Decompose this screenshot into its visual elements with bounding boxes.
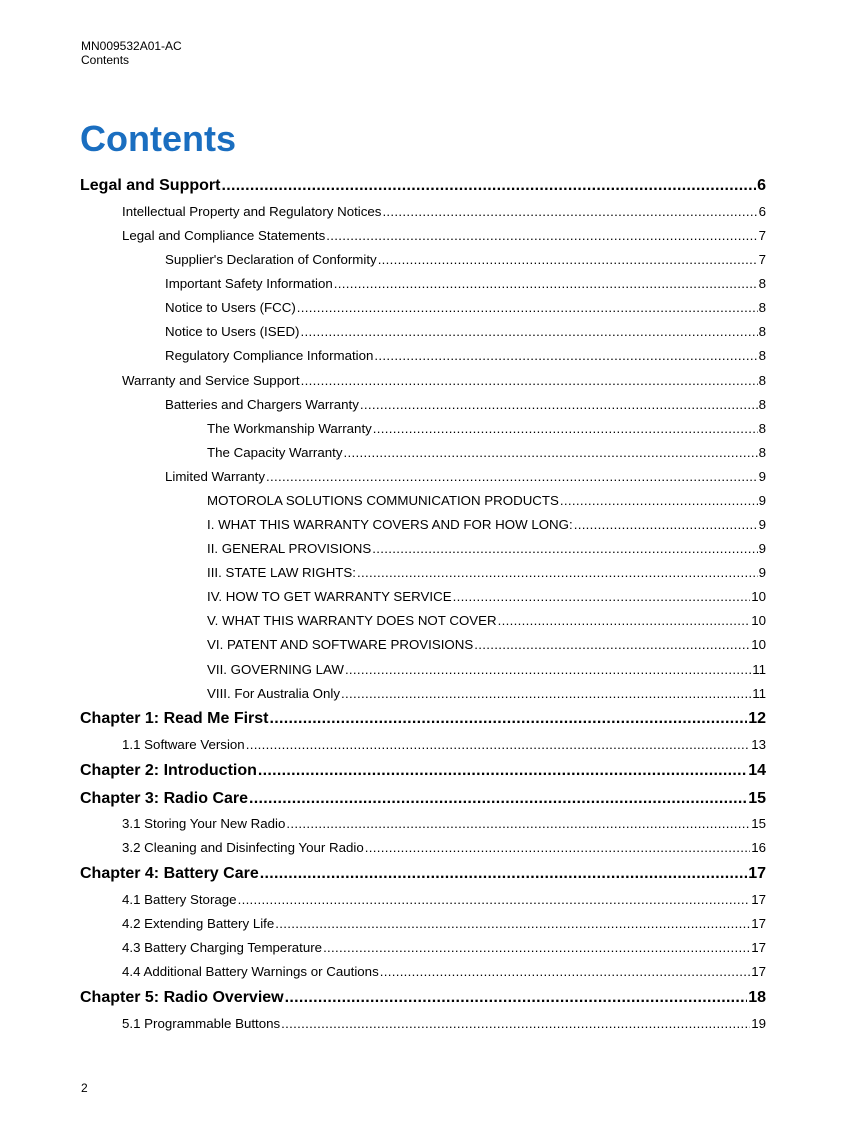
toc-entry-title: Warranty and Service Support [122, 373, 300, 388]
toc-entry-page: 17 [751, 916, 766, 931]
toc-entry[interactable] [122, 373, 766, 389]
toc-entry-title: Legal and Support [80, 177, 221, 194]
toc-entry-page: 15 [751, 816, 766, 831]
toc-entry[interactable] [165, 276, 766, 292]
dot-leader [382, 204, 757, 220]
dot-leader [266, 469, 758, 485]
toc-entry[interactable] [80, 761, 766, 781]
toc-entry[interactable] [207, 589, 766, 605]
dot-leader [246, 737, 751, 753]
dot-leader [341, 686, 751, 702]
toc-entry-title: Intellectual Property and Regulatory Notices [122, 204, 382, 219]
toc-entry[interactable] [207, 421, 766, 437]
toc-entry[interactable] [207, 517, 766, 533]
toc-entry-title: I. WHAT THIS WARRANTY COVERS AND FOR HOW LONG: [207, 517, 573, 532]
dot-leader [365, 840, 750, 856]
toc-entry-title: Limited Warranty [165, 469, 265, 484]
toc-entry-title: VII. GOVERNING LAW [207, 662, 344, 677]
toc-entry-title: 4.2 Extending Battery Life [122, 916, 275, 931]
toc-entry-title: 4.4 Additional Battery Warnings or Cautions [122, 964, 379, 979]
dot-leader [297, 300, 758, 316]
toc-entry-title: Legal and Compliance Statements [122, 228, 326, 243]
toc-entry-page: 17 [751, 892, 766, 907]
toc-entry[interactable] [80, 709, 766, 729]
toc-entry-page: 19 [751, 1016, 766, 1031]
toc-entry[interactable] [207, 637, 766, 653]
toc-entry[interactable] [207, 565, 766, 581]
document-number: MN009532A01-AC [81, 39, 182, 53]
toc-entry[interactable] [165, 300, 766, 316]
toc-entry-title: 1.1 Software Version [122, 737, 245, 752]
toc-entry[interactable] [122, 916, 766, 932]
toc-entry-title: Batteries and Chargers Warranty [165, 397, 359, 412]
toc-entry-page: 7 [758, 228, 766, 243]
dot-leader [378, 252, 758, 268]
dot-leader [357, 565, 758, 581]
toc-entry-title: MOTOROLA SOLUTIONS COMMUNICATION PRODUCTS [207, 493, 559, 508]
toc-entry-title: The Workmanship Warranty [207, 421, 372, 436]
toc-entry-page: 8 [758, 300, 766, 315]
toc-entry-page: 9 [758, 469, 766, 484]
dot-leader [258, 761, 747, 781]
toc-entry[interactable] [165, 324, 766, 340]
toc-entry-title: Chapter 5: Radio Overview [80, 989, 284, 1006]
dot-leader [374, 348, 757, 364]
toc-entry[interactable] [80, 988, 766, 1008]
dot-leader [453, 589, 751, 605]
dot-leader [300, 324, 757, 340]
toc-entry[interactable] [165, 252, 766, 268]
toc-entry-page: 8 [758, 373, 766, 388]
dot-leader [372, 541, 757, 557]
toc-entry-title: 4.1 Battery Storage [122, 892, 237, 907]
dot-leader [498, 613, 751, 629]
toc-entry[interactable] [122, 816, 766, 832]
dot-leader [285, 988, 748, 1008]
toc-entry-page: 9 [758, 565, 766, 580]
dot-leader [360, 397, 758, 413]
toc-entry-title: Supplier's Declaration of Conformity [165, 252, 377, 267]
toc-entry-page: 12 [748, 710, 766, 727]
dot-leader [221, 176, 756, 196]
toc-entry-title: Important Safety Information [165, 276, 333, 291]
toc-entry[interactable] [165, 469, 766, 485]
toc-entry-title: Chapter 3: Radio Care [80, 790, 249, 807]
toc-entry[interactable] [122, 204, 766, 220]
toc-entry-page: 8 [758, 445, 766, 460]
toc-entry[interactable] [80, 864, 766, 884]
dot-leader [323, 940, 750, 956]
toc-entry[interactable] [207, 493, 766, 509]
toc-entry-page: 17 [751, 964, 766, 979]
toc-entry[interactable] [207, 541, 766, 557]
toc-entry[interactable] [122, 840, 766, 856]
toc-entry-page: 8 [758, 421, 766, 436]
dot-leader [345, 662, 751, 678]
section-name: Contents [81, 53, 130, 67]
toc-entry-title: Chapter 1: Read Me First [80, 710, 269, 727]
toc-entry-page: 8 [758, 276, 766, 291]
toc-entry-page: 9 [758, 541, 766, 556]
toc-entry-title: Notice to Users (ISED) [165, 324, 300, 339]
toc-entry-title: V. WHAT THIS WARRANTY DOES NOT COVER [207, 613, 497, 628]
toc-entry-page: 8 [758, 324, 766, 339]
dot-leader [373, 421, 758, 437]
toc-entry-page: 17 [751, 940, 766, 955]
toc-entry-title: 3.1 Storing Your New Radio [122, 816, 286, 831]
dot-leader [238, 892, 751, 908]
toc-entry-title: Notice to Users (FCC) [165, 300, 296, 315]
toc-entry[interactable] [122, 940, 766, 956]
dot-leader [474, 637, 750, 653]
toc-entry[interactable] [207, 662, 766, 678]
toc-entry[interactable] [207, 613, 766, 629]
toc-entry-title: III. STATE LAW RIGHTS: [207, 565, 356, 580]
toc-entry[interactable] [122, 228, 766, 244]
toc-entry-page: 6 [758, 204, 766, 219]
toc-entry[interactable] [80, 789, 766, 809]
toc-entry-page: 10 [751, 637, 766, 652]
dot-leader [281, 1016, 750, 1032]
dot-leader [334, 276, 758, 292]
toc-entry-page: 15 [748, 790, 766, 807]
toc-entry-title: Chapter 4: Battery Care [80, 865, 259, 882]
toc-entry-page: 7 [758, 252, 766, 267]
toc-entry-page: 10 [751, 613, 766, 628]
toc-entry-page: 14 [748, 762, 766, 779]
toc-entry[interactable] [207, 686, 766, 702]
dot-leader [326, 228, 757, 244]
toc-entry-title: 3.2 Cleaning and Disinfecting Your Radio [122, 840, 364, 855]
toc-entry-page: 10 [751, 589, 766, 604]
toc-entry-page: 18 [748, 989, 766, 1006]
toc-entry-title: 5.1 Programmable Buttons [122, 1016, 281, 1031]
toc-entry[interactable] [122, 964, 766, 980]
toc-entry-title: 4.3 Battery Charging Temperature [122, 940, 323, 955]
dot-leader [343, 445, 757, 461]
toc-entry[interactable] [80, 176, 766, 196]
toc-entry-page: 11 [752, 686, 766, 701]
toc-entry-title: VIII. For Australia Only [207, 686, 341, 701]
toc-entry[interactable] [122, 737, 766, 753]
dot-leader [574, 517, 758, 533]
toc-entry-title: The Capacity Warranty [207, 445, 343, 460]
dot-leader [560, 493, 758, 509]
toc-entry-page: 11 [752, 662, 766, 677]
dot-leader [380, 964, 750, 980]
toc-entry-title: Chapter 2: Introduction [80, 762, 257, 779]
dot-leader [301, 373, 758, 389]
toc-entry-page: 9 [758, 493, 766, 508]
dot-leader [275, 916, 750, 932]
dot-leader [260, 864, 747, 884]
toc-entry-page: 8 [758, 348, 766, 363]
toc-entry[interactable] [165, 348, 766, 364]
toc-entry-page: 17 [748, 865, 766, 882]
page-title: Contents [80, 118, 236, 159]
toc-entry-page: 6 [757, 177, 766, 194]
toc-entry[interactable] [207, 445, 766, 461]
toc-entry[interactable] [122, 892, 766, 908]
toc-entry[interactable] [165, 397, 766, 413]
toc-entry[interactable] [122, 1016, 766, 1032]
toc-entry-page: 13 [751, 737, 766, 752]
dot-leader [249, 789, 747, 809]
page-number: 2 [81, 1081, 88, 1095]
toc-entry-page: 9 [758, 517, 766, 532]
dot-leader [269, 709, 747, 729]
toc-entry-page: 8 [758, 397, 766, 412]
toc-entry-title: VI. PATENT AND SOFTWARE PROVISIONS [207, 637, 474, 652]
dot-leader [286, 816, 750, 832]
toc-entry-title: IV. HOW TO GET WARRANTY SERVICE [207, 589, 452, 604]
toc-entry-page: 16 [751, 840, 766, 855]
toc-entry-title: II. GENERAL PROVISIONS [207, 541, 372, 556]
toc-entry-title: Regulatory Compliance Information [165, 348, 374, 363]
